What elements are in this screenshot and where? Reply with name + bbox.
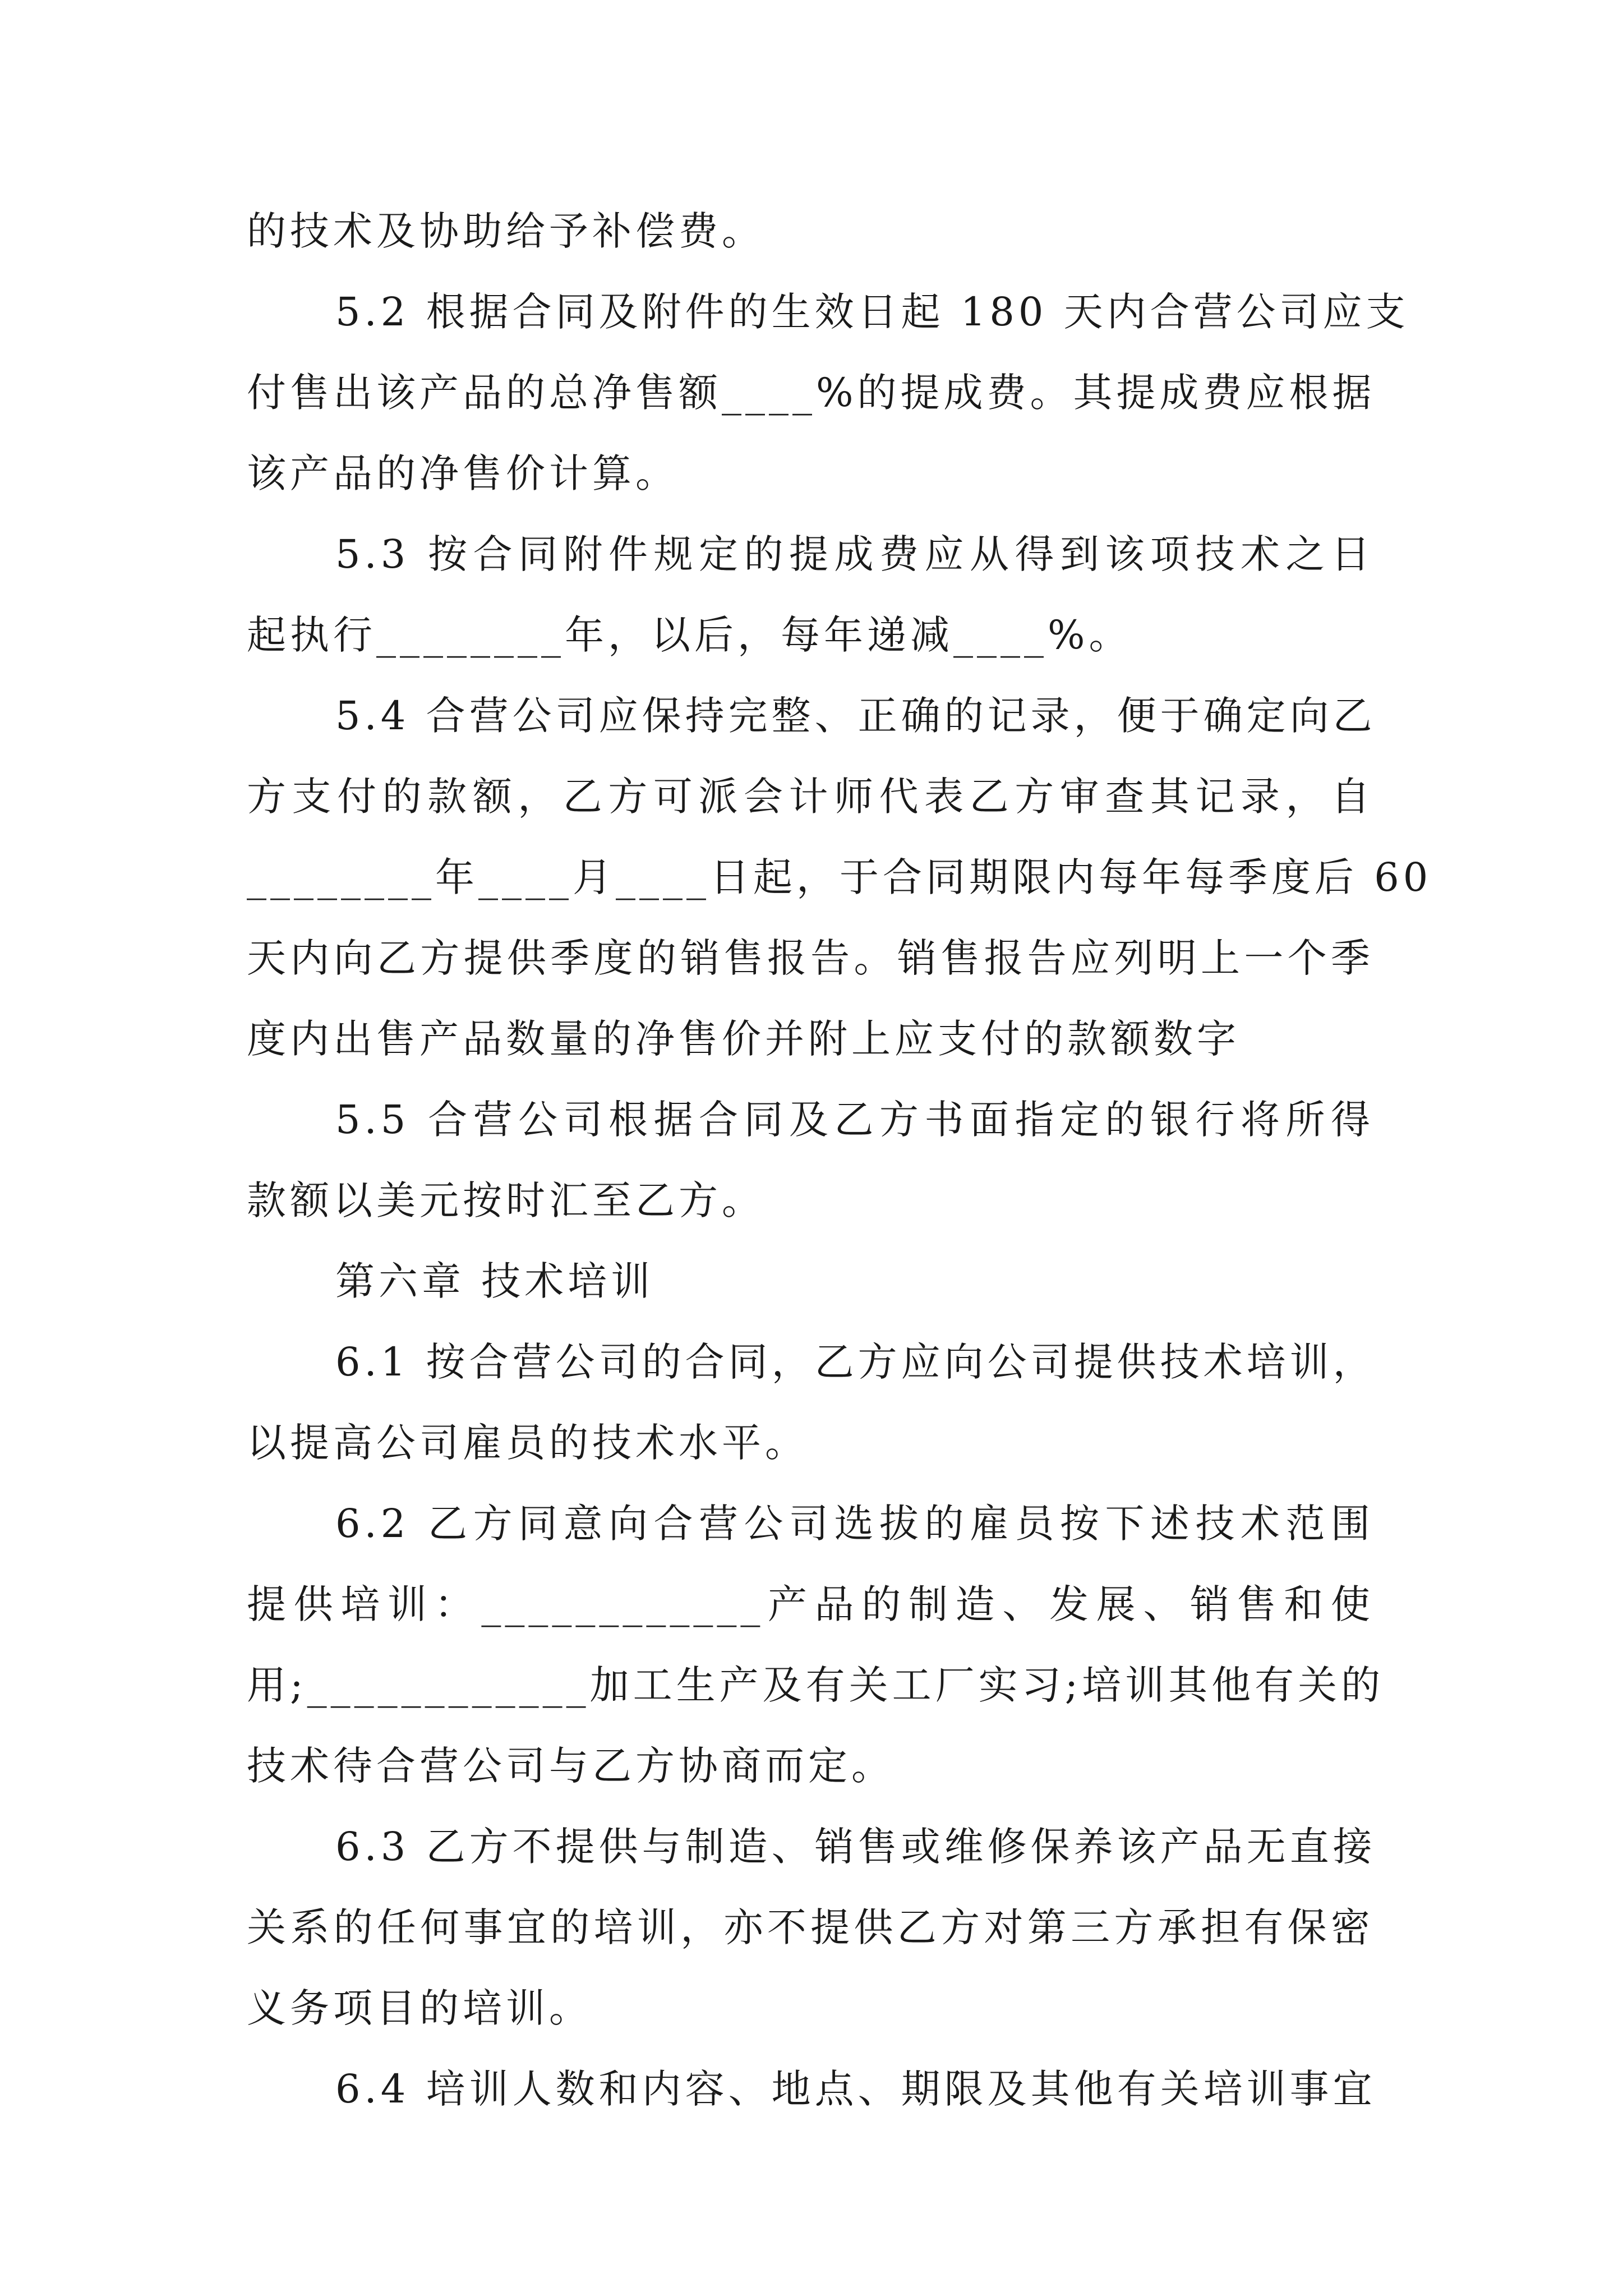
document-body	[247, 191, 1432, 2129]
clause-6-1: 6.1 按合营公司的合同，乙方应向公司提供技术培训，	[335, 1339, 1376, 1385]
text-line: 提供培训：____________产品的制造、发展、销售和使	[247, 1581, 1374, 1627]
text-line: 度内出售产品数量的净售价并附上应支付的款额数字	[247, 1016, 1240, 1062]
clause-6-3: 6.3 乙方不提供与制造、销售或维修保养该产品无直接	[335, 1824, 1376, 1870]
text-line: ________年____月____日起，于合同期限内每年每季度后 60	[247, 854, 1432, 900]
text-line: 方支付的款额，乙方可派会计师代表乙方审查其记录，自	[247, 774, 1374, 820]
text-line: 天内向乙方提供季度的销售报告。销售报告应列明上一个季	[247, 935, 1374, 981]
clause-5-5: 5.5 合营公司根据合同及乙方书面指定的银行将所得	[335, 1097, 1374, 1143]
text-line: 的技术及协助给予补偿费。	[247, 208, 765, 254]
clause-5-3: 5.3 按合同附件规定的提成费应从得到该项技术之日	[335, 531, 1374, 577]
clause-5-4: 5.4 合营公司应保持完整、正确的记录，便于确定向乙	[335, 693, 1376, 739]
chapter-heading: 第六章 技术培训	[335, 1258, 654, 1304]
text-line: 付售出该产品的总净售额____%的提成费。其提成费应根据	[247, 370, 1376, 416]
clause-5-2: 5.2 根据合同及附件的生效日起 180 天内合营公司应支	[335, 289, 1409, 335]
text-line: 以提高公司雇员的技术水平。	[247, 1420, 808, 1466]
text-line: 该产品的净售价计算。	[247, 450, 679, 496]
text-line: 款额以美元按时汇至乙方。	[247, 1177, 765, 1223]
text-line: 起执行________年，以后，每年递减____%。	[247, 612, 1132, 658]
clause-6-2: 6.2 乙方同意向合营公司选拔的雇员按下述技术范围	[335, 1501, 1374, 1547]
text-line: 技术待合营公司与乙方协商而定。	[247, 1743, 895, 1789]
text-line: 用;____________加工生产及有关工厂实习;培训其他有关的	[247, 1662, 1385, 1708]
text-line: 关系的任何事宜的培训，亦不提供乙方对第三方承担有保密	[247, 1904, 1374, 1950]
clause-6-4: 6.4 培训人数和内容、地点、期限及其他有关培训事宜	[335, 2066, 1376, 2112]
text-line: 义务项目的培训。	[247, 1985, 592, 2031]
